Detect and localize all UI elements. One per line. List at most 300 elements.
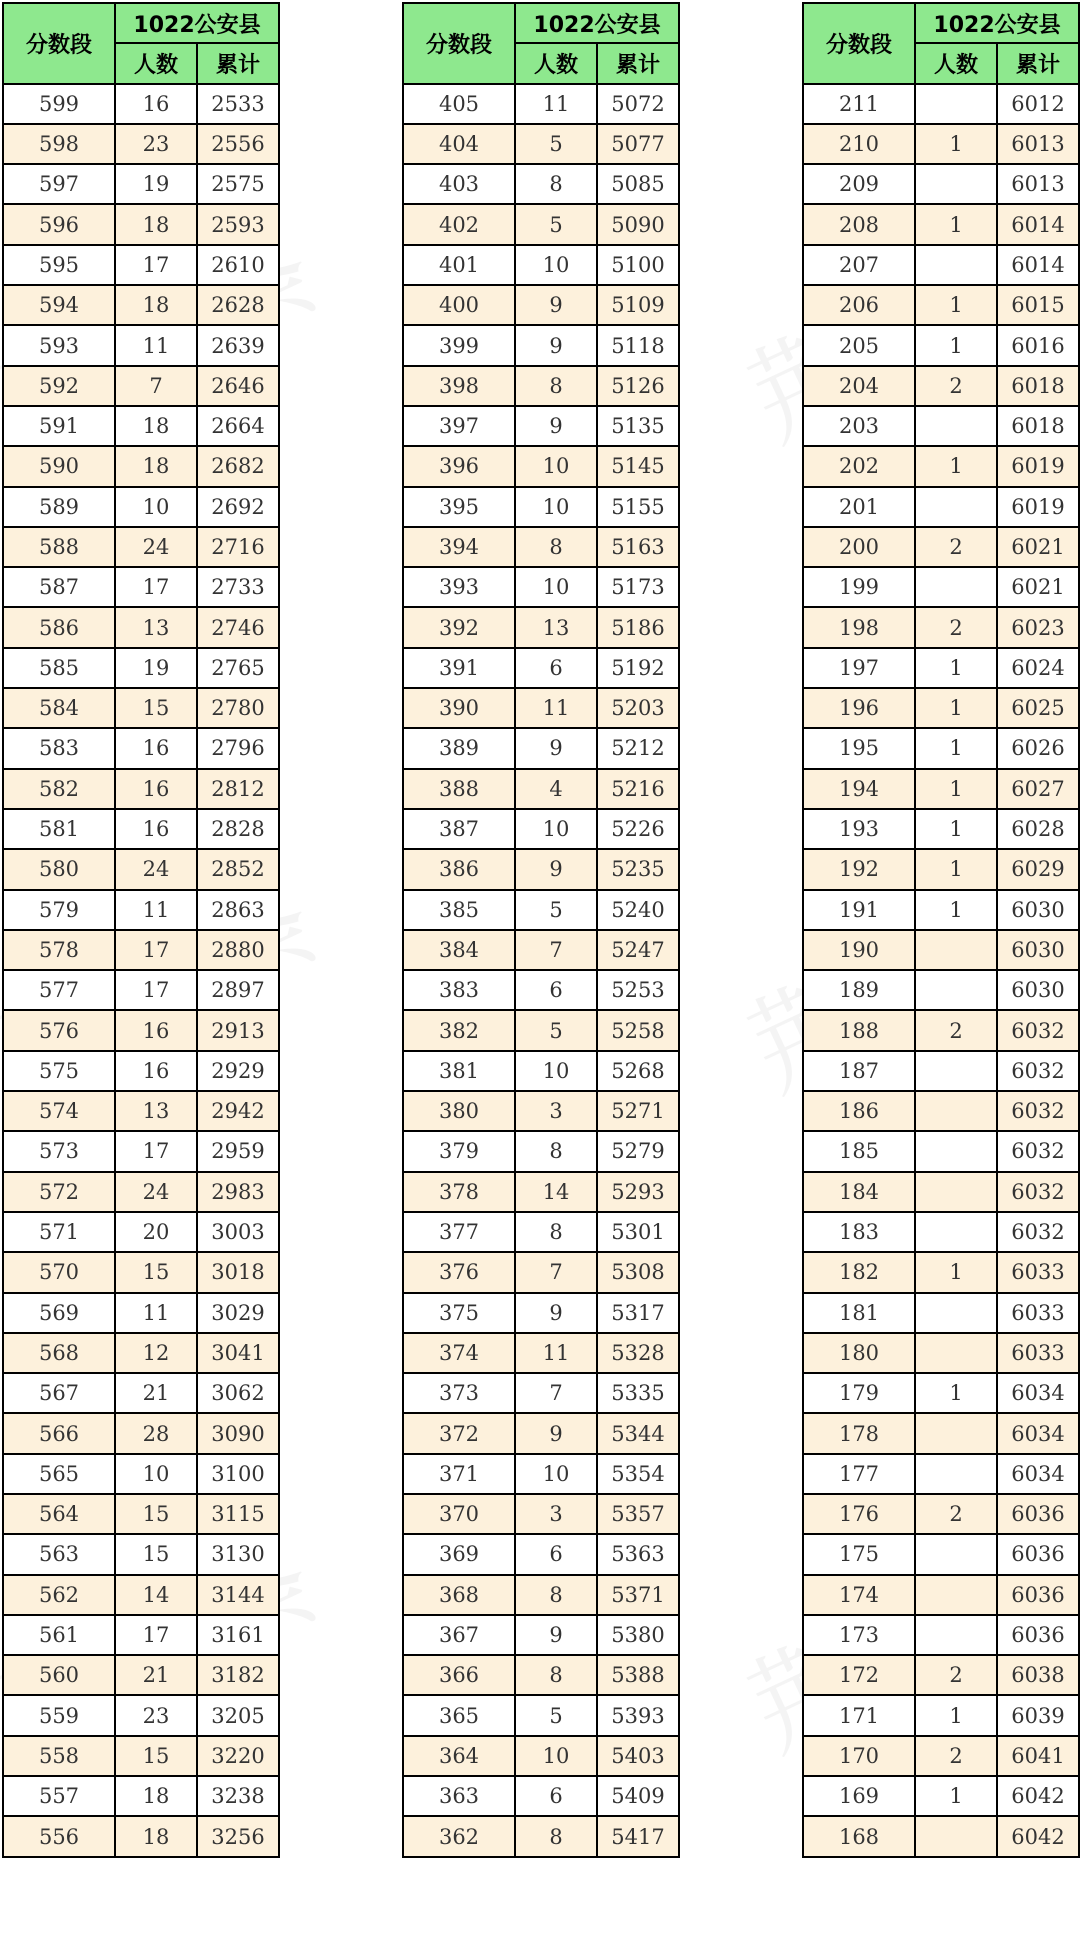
count-cell: 17	[115, 1615, 197, 1655]
cumulative-cell: 5403	[597, 1736, 679, 1776]
count-cell: 2	[915, 1494, 997, 1534]
table-row	[403, 124, 679, 164]
score-cell: 576	[3, 1010, 115, 1050]
table-row	[403, 1091, 679, 1131]
cumulative-cell: 6033	[997, 1293, 1079, 1333]
count-cell	[915, 164, 997, 204]
count-cell: 4	[515, 769, 597, 809]
score-cell: 598	[3, 124, 115, 164]
count-cell: 5	[515, 1695, 597, 1735]
score-cell: 202	[803, 446, 915, 486]
score-range-header: 分数段	[803, 3, 915, 84]
cumulative-cell: 2575	[197, 164, 279, 204]
table-row	[3, 406, 279, 446]
count-cell: 1	[915, 849, 997, 889]
count-cell: 8	[515, 1575, 597, 1615]
table-row	[803, 366, 1079, 406]
cumulative-cell: 3205	[197, 1695, 279, 1735]
table-row	[3, 1293, 279, 1333]
count-cell: 2	[915, 1736, 997, 1776]
cumulative-cell: 3090	[197, 1413, 279, 1453]
table-row	[803, 1212, 1079, 1252]
count-cell	[915, 1413, 997, 1453]
score-cell: 405	[403, 84, 515, 124]
score-cell: 557	[3, 1776, 115, 1816]
cumulative-cell: 6034	[997, 1454, 1079, 1494]
cumulative-cell: 6042	[997, 1776, 1079, 1816]
score-cell: 561	[3, 1615, 115, 1655]
table-row	[3, 1051, 279, 1091]
score-cell: 399	[403, 325, 515, 365]
count-cell: 1	[915, 1373, 997, 1413]
table-row	[403, 366, 679, 406]
count-cell: 17	[115, 970, 197, 1010]
cumulative-cell: 2959	[197, 1131, 279, 1171]
cumulative-cell: 5335	[597, 1373, 679, 1413]
score-cell: 380	[403, 1091, 515, 1131]
count-cell: 7	[515, 1373, 597, 1413]
count-cell: 10	[515, 245, 597, 285]
cumulative-cell: 5380	[597, 1615, 679, 1655]
table-row	[803, 648, 1079, 688]
count-cell	[915, 84, 997, 124]
count-cell: 9	[515, 406, 597, 446]
cumulative-cell: 6024	[997, 648, 1079, 688]
cumulative-cell: 6016	[997, 325, 1079, 365]
table-row	[3, 849, 279, 889]
table-row	[803, 1615, 1079, 1655]
cumulative-cell: 5109	[597, 285, 679, 325]
table-row	[3, 1816, 279, 1856]
score-cell: 169	[803, 1776, 915, 1816]
score-cell: 367	[403, 1615, 515, 1655]
table-row	[403, 245, 679, 285]
cumulative-cell: 5409	[597, 1776, 679, 1816]
cumulative-cell: 5135	[597, 406, 679, 446]
score-cell: 186	[803, 1091, 915, 1131]
score-cell: 563	[3, 1534, 115, 1574]
cumulative-cell: 5271	[597, 1091, 679, 1131]
table-row	[803, 1373, 1079, 1413]
score-cell: 184	[803, 1172, 915, 1212]
table-row	[803, 1575, 1079, 1615]
table-row	[803, 84, 1079, 124]
count-cell: 10	[515, 809, 597, 849]
cumulative-cell: 6036	[997, 1615, 1079, 1655]
table-row	[3, 970, 279, 1010]
count-cell: 28	[115, 1413, 197, 1453]
score-cell: 569	[3, 1293, 115, 1333]
cumulative-cell: 3018	[197, 1252, 279, 1292]
cumulative-cell: 6025	[997, 688, 1079, 728]
cumulative-cell: 3161	[197, 1615, 279, 1655]
count-cell	[915, 245, 997, 285]
table-row	[403, 1695, 679, 1735]
cumulative-cell: 6032	[997, 1091, 1079, 1131]
table-row	[803, 1252, 1079, 1292]
count-cell	[915, 1575, 997, 1615]
score-cell: 395	[403, 487, 515, 527]
score-cell: 179	[803, 1373, 915, 1413]
table-row	[803, 1454, 1079, 1494]
score-cell: 404	[403, 124, 515, 164]
count-cell: 9	[515, 1615, 597, 1655]
score-cell: 174	[803, 1575, 915, 1615]
cumulative-cell: 6014	[997, 245, 1079, 285]
cumulative-cell: 5072	[597, 84, 679, 124]
score-cell: 210	[803, 124, 915, 164]
count-cell: 16	[115, 84, 197, 124]
count-cell: 5	[515, 124, 597, 164]
count-cell: 1	[915, 688, 997, 728]
count-cell: 21	[115, 1373, 197, 1413]
count-cell: 16	[115, 1051, 197, 1091]
count-cell: 8	[515, 366, 597, 406]
table-row	[403, 688, 679, 728]
table-row	[3, 164, 279, 204]
count-cell: 18	[115, 285, 197, 325]
count-cell: 18	[115, 1776, 197, 1816]
count-cell: 10	[515, 567, 597, 607]
score-cell: 579	[3, 890, 115, 930]
cumulative-cell: 6032	[997, 1051, 1079, 1091]
cumulative-cell: 2533	[197, 84, 279, 124]
table-row	[803, 567, 1079, 607]
table-row	[803, 1695, 1079, 1735]
score-cell: 362	[403, 1816, 515, 1856]
score-cell: 390	[403, 688, 515, 728]
cumulative-cell: 6036	[997, 1575, 1079, 1615]
cumulative-cell: 5235	[597, 849, 679, 889]
table-row	[803, 406, 1079, 446]
score-cell: 575	[3, 1051, 115, 1091]
table-row	[3, 1615, 279, 1655]
table-row	[803, 728, 1079, 768]
cumulative-cell: 5268	[597, 1051, 679, 1091]
score-cell: 584	[3, 688, 115, 728]
cumulative-cell: 2646	[197, 366, 279, 406]
score-cell: 559	[3, 1695, 115, 1735]
count-cell	[915, 1051, 997, 1091]
cumulative-cell: 2863	[197, 890, 279, 930]
cumulative-cell: 2913	[197, 1010, 279, 1050]
score-cell: 379	[403, 1131, 515, 1171]
table-row	[803, 124, 1079, 164]
table-row	[803, 1131, 1079, 1171]
score-cell: 173	[803, 1615, 915, 1655]
score-cell: 204	[803, 366, 915, 406]
count-cell	[915, 970, 997, 1010]
table-row	[403, 769, 679, 809]
table-row	[403, 1575, 679, 1615]
score-cell: 582	[3, 769, 115, 809]
cumulative-cell: 6034	[997, 1413, 1079, 1453]
count-cell	[915, 930, 997, 970]
count-cell: 17	[115, 245, 197, 285]
count-header: 人数	[515, 43, 597, 83]
table-row	[403, 648, 679, 688]
count-cell: 6	[515, 648, 597, 688]
score-cell: 565	[3, 1454, 115, 1494]
score-cell: 388	[403, 769, 515, 809]
count-cell: 20	[115, 1212, 197, 1252]
cumulative-cell: 3144	[197, 1575, 279, 1615]
cumulative-cell: 5308	[597, 1252, 679, 1292]
table-row	[403, 164, 679, 204]
count-cell: 11	[515, 688, 597, 728]
table-row	[3, 607, 279, 647]
score-cell: 580	[3, 849, 115, 889]
table-row	[3, 124, 279, 164]
cumulative-cell: 5155	[597, 487, 679, 527]
score-cell: 200	[803, 527, 915, 567]
table-row	[3, 648, 279, 688]
count-cell: 16	[115, 809, 197, 849]
count-cell: 19	[115, 164, 197, 204]
count-cell: 15	[115, 1252, 197, 1292]
count-cell	[915, 487, 997, 527]
table-row	[803, 769, 1079, 809]
table-row	[803, 1736, 1079, 1776]
table-row	[403, 285, 679, 325]
count-cell: 13	[515, 607, 597, 647]
table-row	[3, 1172, 279, 1212]
count-cell	[915, 1212, 997, 1252]
count-cell: 2	[915, 1010, 997, 1050]
cumulative-cell: 6030	[997, 970, 1079, 1010]
count-cell: 15	[115, 688, 197, 728]
count-cell: 10	[515, 1051, 597, 1091]
table-row	[803, 164, 1079, 204]
cumulative-cell: 6012	[997, 84, 1079, 124]
cumulative-cell: 5417	[597, 1816, 679, 1856]
table-row	[403, 1373, 679, 1413]
score-cell: 402	[403, 204, 515, 244]
score-cell: 568	[3, 1333, 115, 1373]
table-row	[803, 1655, 1079, 1695]
count-cell: 2	[915, 1655, 997, 1695]
cumulative-cell: 5240	[597, 890, 679, 930]
cumulative-cell: 5293	[597, 1172, 679, 1212]
cumulative-cell: 3041	[197, 1333, 279, 1373]
count-cell: 21	[115, 1655, 197, 1695]
cumulative-cell: 6029	[997, 849, 1079, 889]
score-cell: 374	[403, 1333, 515, 1373]
score-cell: 207	[803, 245, 915, 285]
table-row	[3, 204, 279, 244]
score-table-2	[402, 2, 680, 1858]
cumulative-cell: 6013	[997, 124, 1079, 164]
score-cell: 560	[3, 1655, 115, 1695]
score-cell: 187	[803, 1051, 915, 1091]
cumulative-cell: 6030	[997, 890, 1079, 930]
score-cell: 192	[803, 849, 915, 889]
cumulative-cell: 6028	[997, 809, 1079, 849]
cumulative-cell: 2716	[197, 527, 279, 567]
score-cell: 392	[403, 607, 515, 647]
score-cell: 401	[403, 245, 515, 285]
count-cell	[915, 1172, 997, 1212]
cumulative-cell: 2664	[197, 406, 279, 446]
cumulative-cell: 2765	[197, 648, 279, 688]
table-row	[403, 204, 679, 244]
count-cell: 18	[115, 1816, 197, 1856]
table-row	[403, 1655, 679, 1695]
cumulative-cell: 6032	[997, 1212, 1079, 1252]
count-cell: 10	[115, 487, 197, 527]
table-row	[403, 930, 679, 970]
table-row	[3, 285, 279, 325]
table-row	[3, 1212, 279, 1252]
table-row	[403, 607, 679, 647]
score-cell: 363	[403, 1776, 515, 1816]
score-cell: 588	[3, 527, 115, 567]
table-row	[803, 930, 1079, 970]
count-cell: 7	[515, 930, 597, 970]
cumulative-header: 累计	[597, 43, 679, 83]
cumulative-cell: 3003	[197, 1212, 279, 1252]
count-cell: 15	[115, 1534, 197, 1574]
score-cell: 386	[403, 849, 515, 889]
cumulative-cell: 3256	[197, 1816, 279, 1856]
count-cell: 18	[115, 446, 197, 486]
cumulative-cell: 5317	[597, 1293, 679, 1333]
score-cell: 378	[403, 1172, 515, 1212]
score-cell: 571	[3, 1212, 115, 1252]
score-cell: 180	[803, 1333, 915, 1373]
count-cell: 9	[515, 728, 597, 768]
table-row	[803, 1010, 1079, 1050]
count-cell: 23	[115, 124, 197, 164]
table-row	[403, 1293, 679, 1333]
count-cell: 9	[515, 849, 597, 889]
score-cell: 556	[3, 1816, 115, 1856]
score-cell: 183	[803, 1212, 915, 1252]
count-cell	[915, 1816, 997, 1856]
table-row	[3, 527, 279, 567]
cumulative-cell: 6041	[997, 1736, 1079, 1776]
score-cell: 365	[403, 1695, 515, 1735]
cumulative-cell: 6018	[997, 406, 1079, 446]
cumulative-cell: 2556	[197, 124, 279, 164]
score-cell: 391	[403, 648, 515, 688]
cumulative-cell: 2942	[197, 1091, 279, 1131]
table-row	[403, 487, 679, 527]
cumulative-cell: 3062	[197, 1373, 279, 1413]
count-cell: 6	[515, 970, 597, 1010]
table-row	[803, 325, 1079, 365]
cumulative-cell: 2746	[197, 607, 279, 647]
cumulative-cell: 2812	[197, 769, 279, 809]
cumulative-cell: 5226	[597, 809, 679, 849]
score-cell: 592	[3, 366, 115, 406]
table-row	[3, 1695, 279, 1735]
cumulative-cell: 2880	[197, 930, 279, 970]
cumulative-cell: 3130	[197, 1534, 279, 1574]
count-cell: 7	[515, 1252, 597, 1292]
table-row	[803, 204, 1079, 244]
table-row	[803, 527, 1079, 567]
count-cell: 17	[115, 567, 197, 607]
cumulative-cell: 6038	[997, 1655, 1079, 1695]
score-cell: 375	[403, 1293, 515, 1333]
count-cell: 24	[115, 527, 197, 567]
count-cell: 6	[515, 1776, 597, 1816]
score-cell: 589	[3, 487, 115, 527]
table-row	[3, 1333, 279, 1373]
cumulative-cell: 5186	[597, 607, 679, 647]
cumulative-cell: 5393	[597, 1695, 679, 1735]
table-row	[403, 1333, 679, 1373]
table-row	[3, 930, 279, 970]
count-cell: 6	[515, 1534, 597, 1574]
score-cell: 203	[803, 406, 915, 446]
cumulative-cell: 5371	[597, 1575, 679, 1615]
cumulative-cell: 5118	[597, 325, 679, 365]
table-row	[3, 890, 279, 930]
score-cell: 364	[403, 1736, 515, 1776]
table-row	[803, 1333, 1079, 1373]
table-row	[403, 1051, 679, 1091]
cumulative-cell: 5145	[597, 446, 679, 486]
count-cell: 1	[915, 446, 997, 486]
count-cell: 17	[115, 1131, 197, 1171]
table-row	[403, 325, 679, 365]
score-cell: 400	[403, 285, 515, 325]
table-row	[3, 1575, 279, 1615]
score-cell: 581	[3, 809, 115, 849]
score-cell: 185	[803, 1131, 915, 1171]
count-cell: 24	[115, 1172, 197, 1212]
cumulative-cell: 6039	[997, 1695, 1079, 1735]
table-row	[803, 607, 1079, 647]
score-cell: 191	[803, 890, 915, 930]
cumulative-cell: 2692	[197, 487, 279, 527]
cumulative-cell: 5192	[597, 648, 679, 688]
score-cell: 594	[3, 285, 115, 325]
count-cell: 10	[515, 1454, 597, 1494]
table-row	[3, 1454, 279, 1494]
count-cell: 1	[915, 809, 997, 849]
score-cell: 403	[403, 164, 515, 204]
count-cell: 16	[115, 728, 197, 768]
table-row	[803, 890, 1079, 930]
table-row	[3, 325, 279, 365]
count-cell: 8	[515, 1655, 597, 1695]
county-header: 1022公安县	[115, 3, 279, 43]
score-cell: 373	[403, 1373, 515, 1413]
score-cell: 385	[403, 890, 515, 930]
count-cell: 1	[915, 1776, 997, 1816]
table-row	[3, 1131, 279, 1171]
count-cell: 1	[915, 1252, 997, 1292]
score-cell: 583	[3, 728, 115, 768]
count-cell: 11	[115, 890, 197, 930]
score-cell: 590	[3, 446, 115, 486]
cumulative-cell: 2828	[197, 809, 279, 849]
cumulative-cell: 5126	[597, 366, 679, 406]
cumulative-cell: 6033	[997, 1252, 1079, 1292]
score-cell: 570	[3, 1252, 115, 1292]
count-cell: 9	[515, 285, 597, 325]
count-cell: 14	[115, 1575, 197, 1615]
table-row	[803, 446, 1079, 486]
count-cell: 15	[115, 1736, 197, 1776]
cumulative-cell: 6032	[997, 1172, 1079, 1212]
table-row	[403, 84, 679, 124]
table-row	[803, 688, 1079, 728]
table-row	[403, 970, 679, 1010]
